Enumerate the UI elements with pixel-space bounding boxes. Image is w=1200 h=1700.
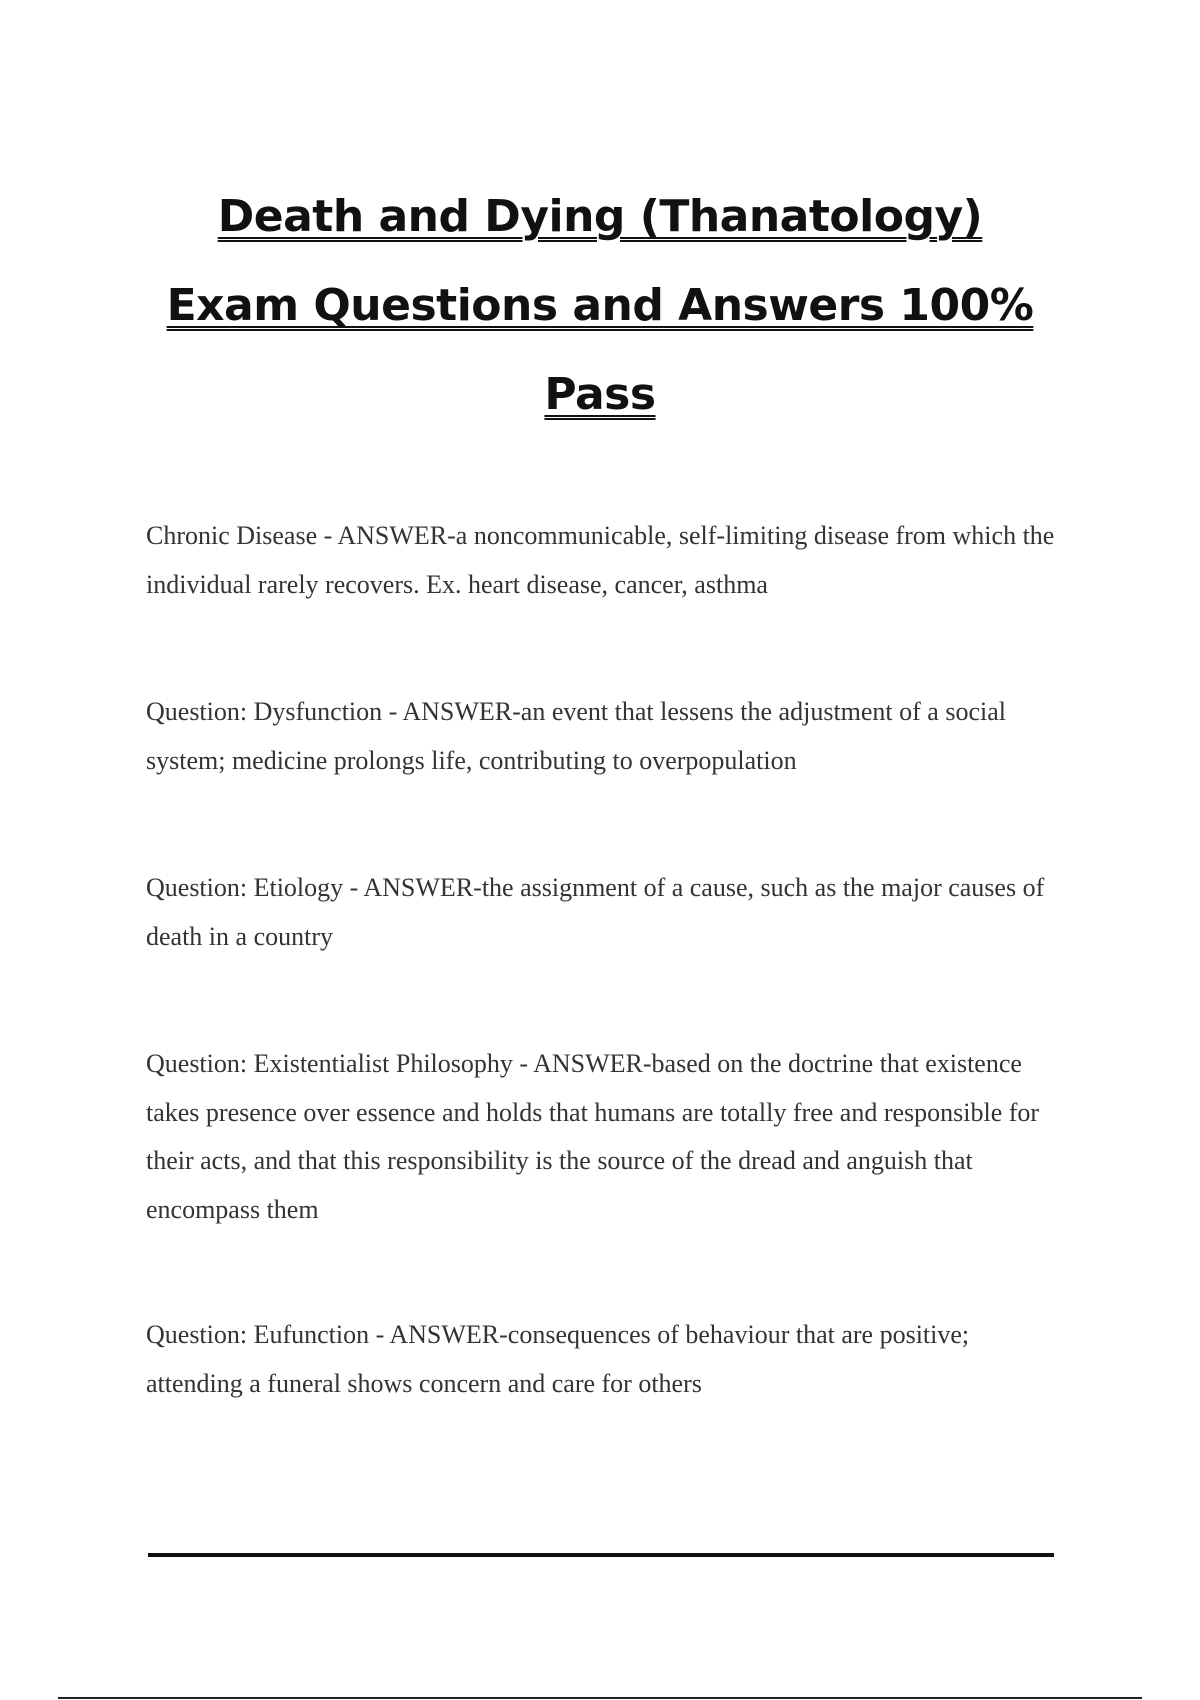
qa-entry-chronic-disease: Chronic Disease - ANSWER-a noncommunicable, self-limiting disease from which the individual rarely recovers. Ex. heart disease, cancer, asthma: [146, 521, 1055, 599]
title-line-3: Pass: [544, 369, 656, 420]
qa-entry-dysfunction: Question: Dysfunction - ANSWER-an event that lessens the adjustment of a social system; medicine prolongs life, contributing to overpopulation: [146, 697, 1006, 775]
page-bottom-rule: [58, 1697, 1142, 1699]
document-title: [145, 172, 1055, 439]
title-line-2: Exam Questions and Answers 100%: [166, 280, 1034, 331]
qa-entry-etiology: Question: Etiology - ANSWER-the assignment of a cause, such as the major causes of death in a country: [146, 873, 1045, 951]
qa-entry-existentialist-philosophy: Question: Existentialist Philosophy - ANSWER-based on the doctrine that existence takes presence over essence and holds that humans are totally free and responsible for their acts, and that this responsibility is the source of the dread and anguish that encompass them: [146, 1049, 1040, 1224]
title-line-1: Death and Dying (Thanatology): [217, 191, 983, 242]
section-divider: [148, 1553, 1054, 1557]
qa-entry-eufunction: Question: Eufunction - ANSWER-consequences of behaviour that are positive; attending a funeral shows concern and care for others: [146, 1320, 970, 1398]
